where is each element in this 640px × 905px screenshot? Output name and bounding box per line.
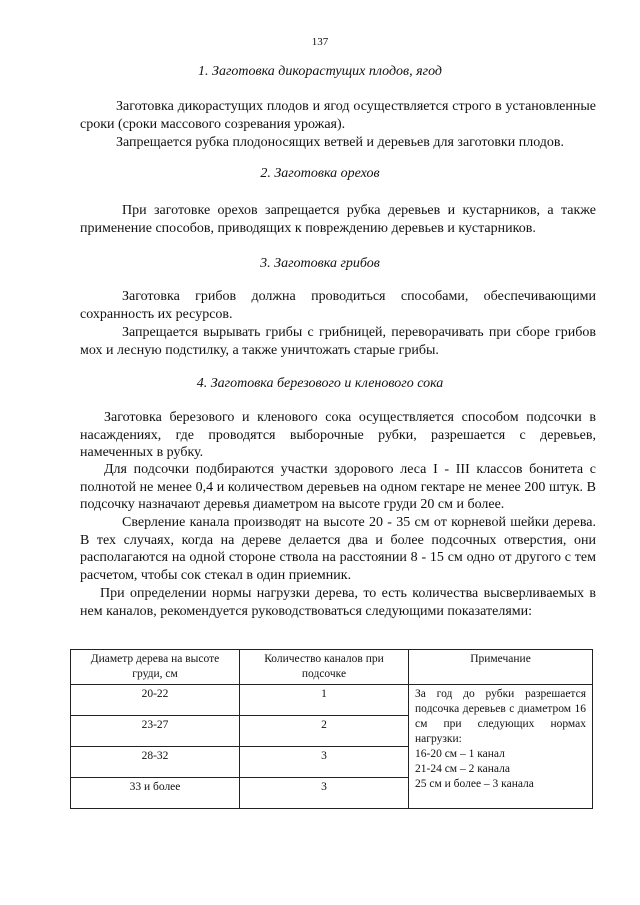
section-3-paragraph-1: Заготовка грибов должна проводиться способами, обеспечивающими сохранность их ресурсов. — [80, 289, 596, 322]
section-4-paragraph-1: Заготовка березового и кленового сока осуществляется способом подсочки в насаждениях, где проводятся выборочные рубки, разрешается с деревьев, намеченных в рубку. — [80, 410, 596, 460]
note-line-2: 16-20 см – 1 канал — [415, 748, 505, 760]
section-4-paragraph-4: При определении нормы нагрузки дерева, то есть количества высверливаемых в нем каналов, рекомендуется руководствоваться следующими показателями: — [80, 586, 596, 619]
section-2-paragraph-1: При заготовке орехов запрещается рубка деревьев и кустарников, а также применение способов, приводящих к повреждению деревьев и кустарников. — [80, 203, 596, 236]
row-4-channels: 3 — [240, 778, 409, 809]
note-line-1: За год до рубки разрешается подсочка деревьев с диаметром 16 см при следующих нормах нагрузки: — [415, 688, 586, 745]
section-3-heading: 3. Заготовка грибов — [260, 256, 380, 271]
section-4-paragraph-2: Для подсочки подбираются участки здорового леса I - III классов бонитета с полнотой не менее 0,4 и количеством деревьев на одном гектаре не менее 200 штук. В подсочку назначают деревья диаметром на высоте груди 20 см и более. — [80, 462, 596, 512]
section-1-paragraph-2: Запрещается рубка плодоносящих ветвей и деревьев для заготовки плодов. — [116, 135, 565, 150]
section-3-paragraph-2: Запрещается вырывать грибы с грибницей, переворачивать при сборе грибов мох и лесную подстилку, а также уничтожать старые грибы. — [80, 325, 596, 358]
section-4-heading: 4. Заготовка березового и кленового сока — [196, 376, 444, 391]
header-note: Примечание — [409, 650, 593, 685]
section-2-heading: 2. Заготовка орехов — [260, 166, 380, 181]
row-3-diameter: 28-32 — [71, 747, 240, 778]
row-1-channels: 1 — [240, 685, 409, 716]
header-diameter: Диаметр дерева на высоте груди, см — [71, 650, 240, 685]
section-4-paragraph-3: Сверление канала производят на высоте 20 - 35 см от корневой шейки дерева. В тех случаях, когда на дереве делается два и более подсочных отверстия, они располагаются на одной стороне ствола на расстоянии 8 - 15 см одно от другого с тем расчетом, чтобы сок стекал в один приемник. — [80, 515, 596, 583]
tapping-norms-table — [70, 649, 593, 809]
section-1-paragraph-1: Заготовка дикорастущих плодов и ягод осуществляется строго в установленные сроки (сроки массового созревания урожая). — [80, 99, 596, 132]
note-line-3: 21-24 см – 2 канала — [415, 763, 510, 775]
row-2-channels: 2 — [240, 716, 409, 747]
table-row — [71, 685, 593, 716]
table-note-cell — [409, 685, 593, 809]
row-1-diameter: 20-22 — [71, 685, 240, 716]
section-1-heading: 1. Заготовка дикорастущих плодов, ягод — [198, 64, 442, 79]
header-channels: Количество каналов при подсочке — [240, 650, 409, 685]
row-4-diameter: 33 и более — [71, 778, 240, 809]
row-3-channels: 3 — [240, 747, 409, 778]
page-number: 137 — [311, 36, 329, 48]
row-2-diameter: 23-27 — [71, 716, 240, 747]
table-header-row — [71, 650, 593, 685]
note-line-4: 25 см и более – 3 канала — [415, 778, 534, 790]
